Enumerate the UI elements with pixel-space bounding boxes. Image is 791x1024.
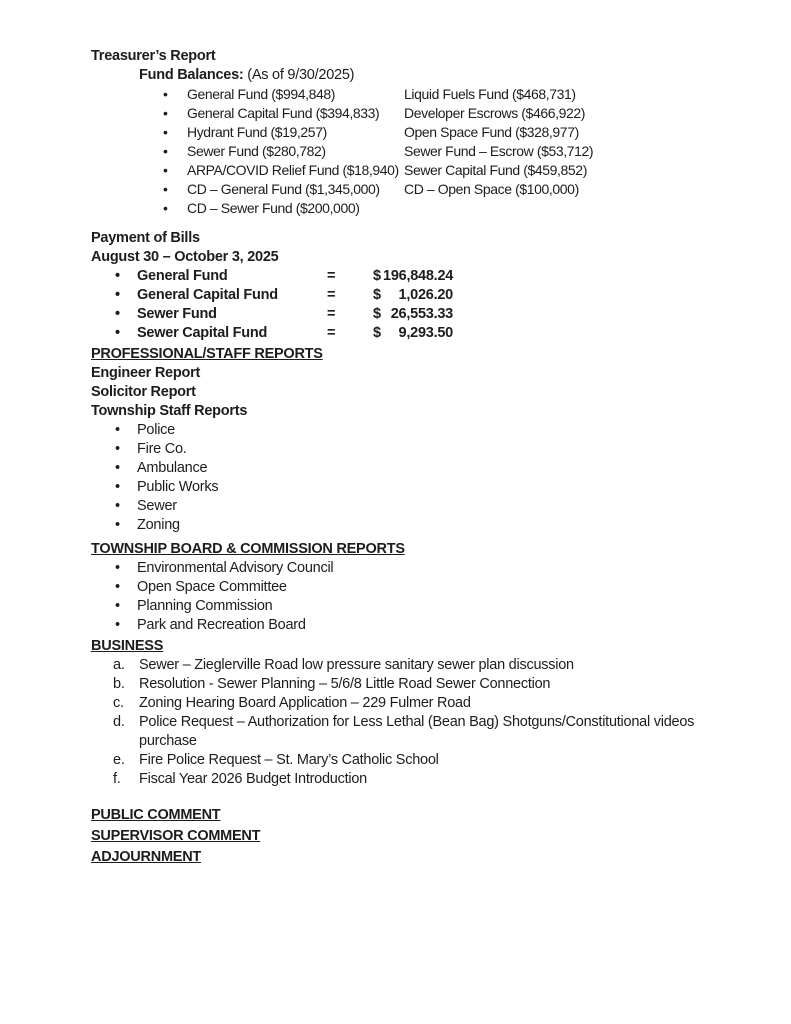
closing-heading-line (91, 826, 731, 847)
business-item-marker: b. (113, 676, 125, 692)
board-report-label: Park and Recreation Board (137, 617, 306, 633)
closing-heading-line (91, 805, 731, 826)
fund-balance-row (91, 199, 731, 218)
business-section (91, 637, 731, 789)
board-report-label: Open Space Committee (137, 579, 287, 595)
fund-left-value: Hydrant Fund ($19,257) (187, 124, 327, 140)
staff-report-item (91, 516, 731, 535)
payment-fund-label: General Fund (137, 268, 228, 284)
staff-report-label: Public Works (137, 479, 219, 495)
payment-fund-label: Sewer Capital Fund (137, 325, 268, 341)
professional-heading: PROFESSIONAL/STAFF REPORTS (91, 346, 323, 362)
closing-heading: ADJOURNMENT (91, 849, 202, 865)
treasurer-title: Treasurer’s Report (91, 48, 216, 64)
payment-section (91, 229, 731, 343)
business-item-text: Fire Police Request – St. Mary’s Catholic School (139, 752, 439, 768)
bullet-marker: • (115, 560, 120, 576)
bullet-marker: • (115, 306, 120, 322)
report-subheading: Solicitor Report (91, 384, 196, 400)
business-item (91, 770, 731, 789)
fund-right-value: Sewer Fund – Escrow ($53,712) (404, 143, 594, 159)
bullet-marker: • (163, 162, 168, 178)
staff-report-label: Sewer (137, 498, 177, 514)
staff-report-item (91, 497, 731, 516)
fund-right-value: Developer Escrows ($466,922) (404, 105, 586, 121)
report-subheading: Engineer Report (91, 365, 201, 381)
closing-section (91, 805, 731, 868)
equals-sign: = (327, 268, 336, 284)
business-item-text: Zoning Hearing Board Application – 229 Fulmer Road (139, 695, 471, 711)
board-report-item (91, 559, 731, 578)
business-item (91, 675, 731, 694)
closing-heading-list (91, 805, 731, 868)
board-heading: TOWNSHIP BOARD & COMMISSION REPORTS (91, 541, 405, 557)
bullet-marker: • (115, 268, 120, 284)
fund-right-value: CD – Open Space ($100,000) (404, 181, 579, 197)
fund-balances-label: Fund Balances: (139, 67, 244, 83)
business-item-marker: c. (113, 695, 124, 711)
payment-date-range: August 30 – October 3, 2025 (91, 249, 279, 265)
staff-report-label: Ambulance (137, 460, 208, 476)
closing-heading-line (91, 847, 731, 868)
board-section (91, 540, 731, 635)
fund-balance-row (91, 123, 731, 142)
business-item-marker: a. (113, 657, 125, 673)
board-report-item (91, 597, 731, 616)
fund-left-value: CD – Sewer Fund ($200,000) (187, 200, 360, 216)
payment-title: Payment of Bills (91, 230, 200, 246)
payment-amount: 26,553.33 (390, 306, 453, 322)
business-item-list (91, 656, 731, 789)
report-subheading: Township Staff Reports (91, 403, 248, 419)
bullet-marker: • (115, 517, 120, 533)
fund-balance-row (91, 180, 731, 199)
bullet-marker: • (115, 441, 120, 457)
fund-balances-line (139, 66, 731, 85)
staff-report-item (91, 459, 731, 478)
fund-balance-list (91, 85, 731, 218)
business-item-marker: f. (113, 771, 121, 787)
board-report-label: Planning Commission (137, 598, 273, 614)
bullet-marker: • (163, 181, 168, 197)
payment-amount: 9,293.50 (398, 325, 453, 341)
staff-report-item (91, 478, 731, 497)
staff-report-label: Police (137, 422, 175, 438)
equals-sign: = (327, 287, 336, 303)
business-heading: BUSINESS (91, 638, 164, 654)
staff-report-list (91, 421, 731, 535)
fund-left-value: Sewer Fund ($280,782) (187, 143, 326, 159)
board-report-list (91, 559, 731, 635)
staff-report-item (91, 421, 731, 440)
fund-right-value: Open Space Fund ($328,977) (404, 124, 579, 140)
business-item-text: Police Request – Authorization for Less Lethal (Bean Bag) Shotguns/Constitutional videos purchase (139, 714, 695, 749)
bullet-marker: • (115, 287, 120, 303)
fund-left-value: General Fund ($994,848) (187, 86, 336, 102)
fund-balance-row (91, 142, 731, 161)
payment-row (91, 267, 731, 286)
fund-balance-row (91, 85, 731, 104)
bullet-marker: • (115, 579, 120, 595)
bullet-marker: • (163, 105, 168, 121)
fund-left-value: General Capital Fund ($394,833) (187, 105, 380, 121)
equals-sign: = (327, 306, 336, 322)
payment-fund-label: Sewer Fund (137, 306, 217, 322)
bullet-marker: • (115, 479, 120, 495)
staff-report-label: Fire Co. (137, 441, 187, 457)
fund-right-value: Liquid Fuels Fund ($468,731) (404, 86, 576, 102)
fund-left-value: ARPA/COVID Relief Fund ($18,940) (187, 162, 399, 178)
payment-amount: 196,848.24 (383, 268, 454, 284)
business-item (91, 694, 731, 713)
payment-list (91, 267, 731, 343)
business-item-marker: e. (113, 752, 125, 768)
business-item (91, 656, 731, 675)
closing-heading: PUBLIC COMMENT (91, 807, 221, 823)
bullet-marker: • (115, 598, 120, 614)
professional-section (91, 345, 731, 535)
currency-sign: $ (373, 287, 381, 303)
business-item-text: Resolution - Sewer Planning – 5/6/8 Little Road Sewer Connection (139, 676, 551, 692)
currency-sign: $ (373, 325, 381, 341)
board-report-item (91, 616, 731, 635)
business-item (91, 713, 731, 751)
fund-balance-row (91, 104, 731, 123)
business-item-marker: d. (113, 714, 125, 730)
payment-fund-label: General Capital Fund (137, 287, 278, 303)
bullet-marker: • (163, 200, 168, 216)
bullet-marker: • (115, 460, 120, 476)
payment-amount: 1,026.20 (398, 287, 453, 303)
payment-row (91, 305, 731, 324)
currency-sign: $ (373, 306, 381, 322)
document-content (91, 47, 731, 868)
closing-heading: SUPERVISOR COMMENT (91, 828, 261, 844)
board-report-label: Environmental Advisory Council (137, 560, 334, 576)
bullet-marker: • (115, 422, 120, 438)
staff-report-item (91, 440, 731, 459)
bullet-marker: • (163, 86, 168, 102)
currency-sign: $ (373, 268, 381, 284)
business-item-text: Fiscal Year 2026 Budget Introduction (139, 771, 367, 787)
fund-balances-asof: (As of 9/30/2025) (243, 67, 355, 83)
bullet-marker: • (115, 617, 120, 633)
equals-sign: = (327, 325, 336, 341)
payment-row (91, 324, 731, 343)
fund-balance-row (91, 161, 731, 180)
staff-report-label: Zoning (137, 517, 180, 533)
bullet-marker: • (163, 124, 168, 140)
bullet-marker: • (115, 498, 120, 514)
fund-left-value: CD – General Fund ($1,345,000) (187, 181, 380, 197)
payment-row (91, 286, 731, 305)
board-report-item (91, 578, 731, 597)
bullet-marker: • (163, 143, 168, 159)
bullet-marker: • (115, 325, 120, 341)
treasurer-section (91, 47, 731, 218)
business-item-text: Sewer – Zieglerville Road low pressure sanitary sewer plan discussion (139, 657, 574, 673)
business-item (91, 751, 731, 770)
professional-subheadings (91, 364, 731, 421)
fund-right-value: Sewer Capital Fund ($459,852) (404, 162, 587, 178)
